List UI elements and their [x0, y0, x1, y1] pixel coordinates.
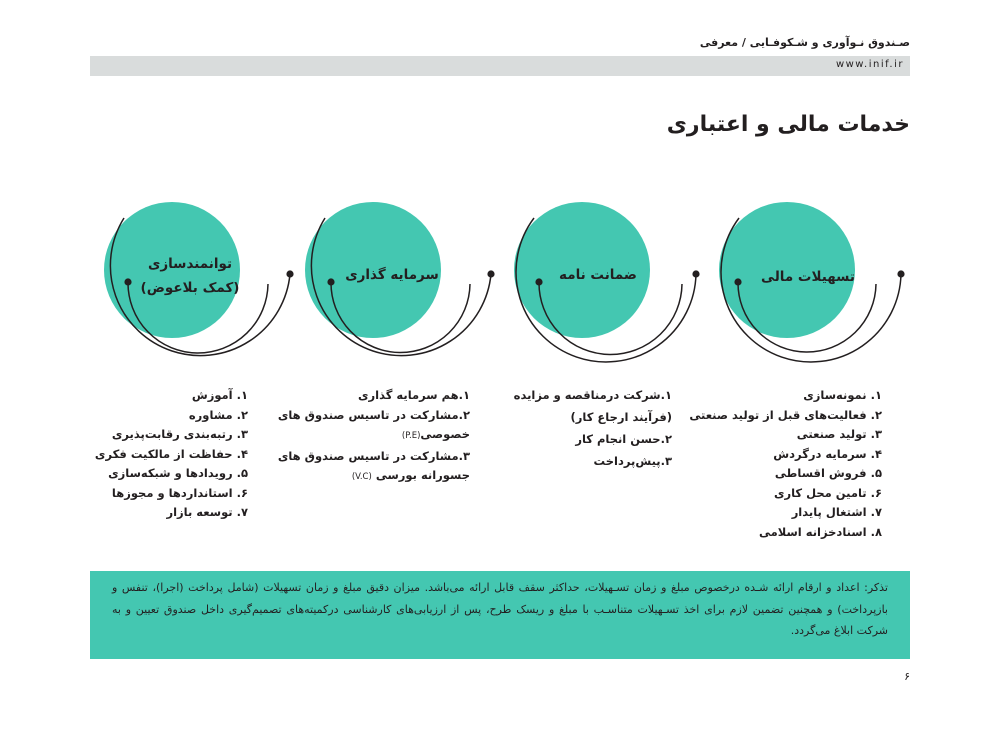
circle-investment-dot-inner — [327, 278, 334, 285]
list-item: ۳.مشارکت در تاسیس صندوق های — [277, 448, 470, 463]
list-item-text: جسورانه بورسی — [375, 468, 470, 482]
list-item: ۷. توسعه بازار — [166, 505, 248, 519]
circle-empowerment-dot-inner — [124, 278, 131, 285]
header-url[interactable]: www.inif.ir — [835, 59, 904, 70]
circle-empowerment — [104, 202, 294, 356]
note-text: تذکر: اعداد و ارقام ارائه شـده درخصوص مبلغ و زمان تسـهیلات، حداکثر سقف قابل ارائه می‌باشد. میزان دقیق مبلغ و زمان تسهیلات (شامل پرداخت (اجرا)، تنفس و بازپرداخت) و همچنین تضمین لازم برای اخذ تسـهیلات متناسـب با مبلغ و ریسک طرح، پس از ارزیابی‌های کارشناسی درکمیته‌های تصمیم‌گیری داخل صندوق تعیین و به شرکت ابلاغ می‌گردد. — [112, 581, 888, 637]
empowerment-list — [95, 386, 248, 523]
circle-investment-label: سرمایه گذاری — [345, 267, 439, 283]
list-item-text: خصوصی — [420, 427, 470, 441]
list-item: ۳. رتبه‌بندی رقابت‌پذیری — [111, 427, 248, 441]
circle-guarantees-label: ضمانت نامه — [559, 267, 637, 283]
investment-list — [278, 386, 470, 488]
list-item: ۲.مشارکت در تاسیس صندوق های — [277, 407, 470, 422]
list-item: ۲. مشاوره — [188, 407, 248, 422]
page-number: ۶ — [904, 670, 910, 683]
list-item: (فرآیند ارجاع کار) — [570, 410, 672, 424]
list-item: ۴. سرمایه درگردش — [773, 446, 882, 461]
list-item — [278, 466, 470, 488]
circle-investment-dot-outer — [487, 270, 494, 277]
circle-guarantees — [514, 202, 700, 362]
list-item-abbr: (V.C) — [351, 472, 372, 482]
list-item: ۳.پیش‌پرداخت — [593, 454, 672, 468]
list-item: ۲.حسن انجام کار — [575, 432, 672, 446]
circle-facilities-dot-outer — [897, 270, 904, 277]
circle-facilities — [719, 202, 905, 362]
guarantees-list — [514, 384, 672, 472]
list-item: ۸. اسنادخزانه اسلامی — [759, 524, 882, 539]
list-item: ۶. استانداردها و مجوزها — [111, 485, 248, 500]
list-item: ۱.هم سرمایه گذاری — [357, 388, 470, 402]
list-item: ۱.شرکت درمناقصه و مزایده — [513, 388, 672, 402]
list-item — [278, 425, 470, 447]
circle-empowerment-sublabel: (کمک بلاعوض) — [140, 280, 240, 296]
circle-empowerment-dot-outer — [286, 270, 293, 277]
list-item: ۶. تامین محل کاری — [773, 485, 882, 500]
list-item: ۱. آموزش — [191, 388, 248, 402]
list-item: ۲. فعالیت‌های قبل از تولید صنعتی — [689, 407, 882, 422]
circle-facilities-dot-inner — [734, 278, 741, 285]
list-item: ۵. فروش اقساطی — [774, 466, 882, 480]
list-item: ۱. نمونه‌سازی — [803, 388, 882, 402]
page-title: خدمات مالی و اعتباری — [666, 112, 910, 137]
circle-empowerment-label: توانمندسازی — [147, 256, 233, 272]
note-box — [90, 571, 910, 659]
facilities-list — [689, 386, 882, 542]
circle-facilities-label: تسهیلات مالی — [761, 269, 855, 285]
list-item: ۳. تولید صنعتی — [796, 427, 882, 441]
list-item: ۵. رویدادها و شبکه‌سازی — [108, 466, 248, 480]
list-item: ۴. حفاظت از مالکیت فکری — [94, 446, 248, 461]
list-item-abbr: (P.E) — [401, 431, 421, 441]
header-title: صـندوق نـوآوری و شـکوفـایی / معرفی — [699, 36, 910, 49]
list-item: ۷. اشتغال پایدار — [791, 505, 882, 519]
circle-investment — [305, 202, 495, 356]
circle-guarantees-dot-outer — [692, 270, 699, 277]
circle-guarantees-dot-inner — [535, 278, 542, 285]
